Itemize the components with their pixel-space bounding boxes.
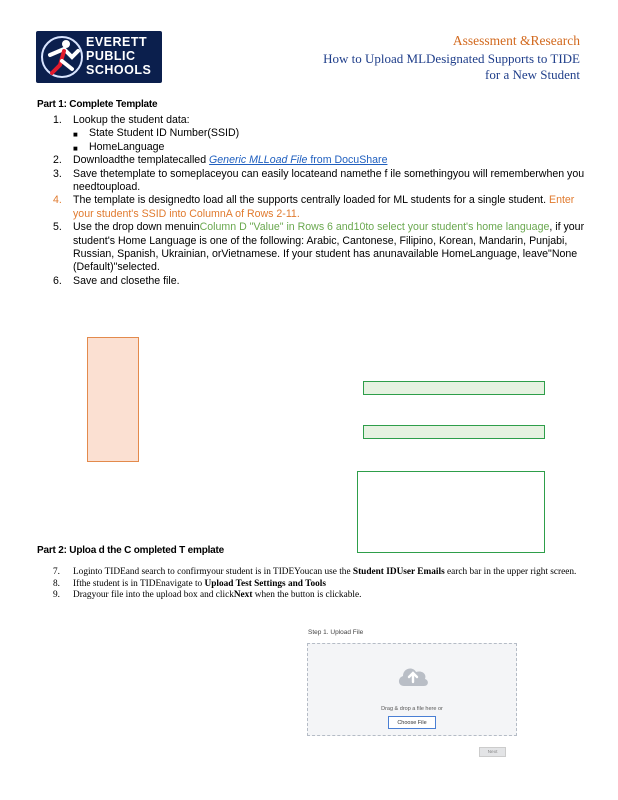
drop-instructions: Drag & drop a file here or [381,706,443,712]
generic-ml-load-file-link[interactable]: Generic MLLoad File [209,154,308,167]
row10-language-highlight [363,425,545,439]
row6-language-highlight [363,381,545,395]
square-bullet-icon: ■ [73,130,78,140]
upload-step-label: Step 1. Upload File [308,629,364,636]
runner-icon [38,33,86,81]
language-dropdown-highlight [357,471,545,553]
ssid-highlight-box [87,337,139,462]
list-item: 7. Loginto TIDEand search to confirmyour student is in TIDEYoucan use the Student IDUser Emails earch bar in the upper right screen. [53,567,577,577]
part1-list [53,114,593,288]
list-item: 4. The template is designedto load all the supports centrally loaded for ML students for a single student. Enter your student's SSID into ColumnA of Rows 2-11. [53,194,575,220]
list-item: 5. Use the drop down menuinColumn D "Value" in Rows 6 and10to select your student's home language, if your student's Home Language is one of the following: Arabic, Cantonese, Filipino, Korean, Mandarin, Punjabi, Russian, Spanish, Ukrainian, orVietnamese. If your student has anunavailable HomeLanguage, leave"None (Default)"selected. [53,221,585,274]
square-bullet-icon: ■ [73,143,78,153]
part2-list [53,567,598,602]
list-subitem: ■ HomeLanguage [53,141,593,154]
upload-dropzone[interactable] [307,643,517,736]
list-item: 8. Ifthe student is in TIDEnavigate to Upload Test Settings and Tools [53,578,326,589]
header-title: How to Upload MLDesignated Supports to TIDE [323,51,580,66]
part1-heading: Part 1: Complete Template [37,99,158,110]
cloud-upload-icon [396,662,430,688]
list-subitem: ■ State Student ID Number(SSID) [53,127,593,140]
logo-text: EVERETT PUBLIC SCHOOLS [86,35,152,77]
list-item: 6. Save and closethe file. [53,274,180,287]
header-department: Assessment &Research [452,33,580,48]
district-logo [36,31,162,83]
part2-heading: Part 2: Uploa d the C ompleted T emplate [37,545,225,556]
choose-file-button[interactable]: Choose File [388,716,436,729]
list-item: 1. Lookup the student data: [53,114,190,126]
header-subtitle: for a New Student [485,67,580,82]
next-button[interactable]: Next [479,747,506,757]
list-item: 2. Downloadthe templatecalled Generic MLLoad File from DocuShare [53,154,388,167]
list-item: 3. Save thetemplate to someplaceyou can easily locateand namethe f ile somethingyou will rememberwhen you needtoupload. [53,167,585,194]
docushare-link[interactable]: from DocuShare [307,154,388,167]
list-item: 9. Dragyour file into the upload box and clickNext when the button is clickable. [53,590,362,600]
